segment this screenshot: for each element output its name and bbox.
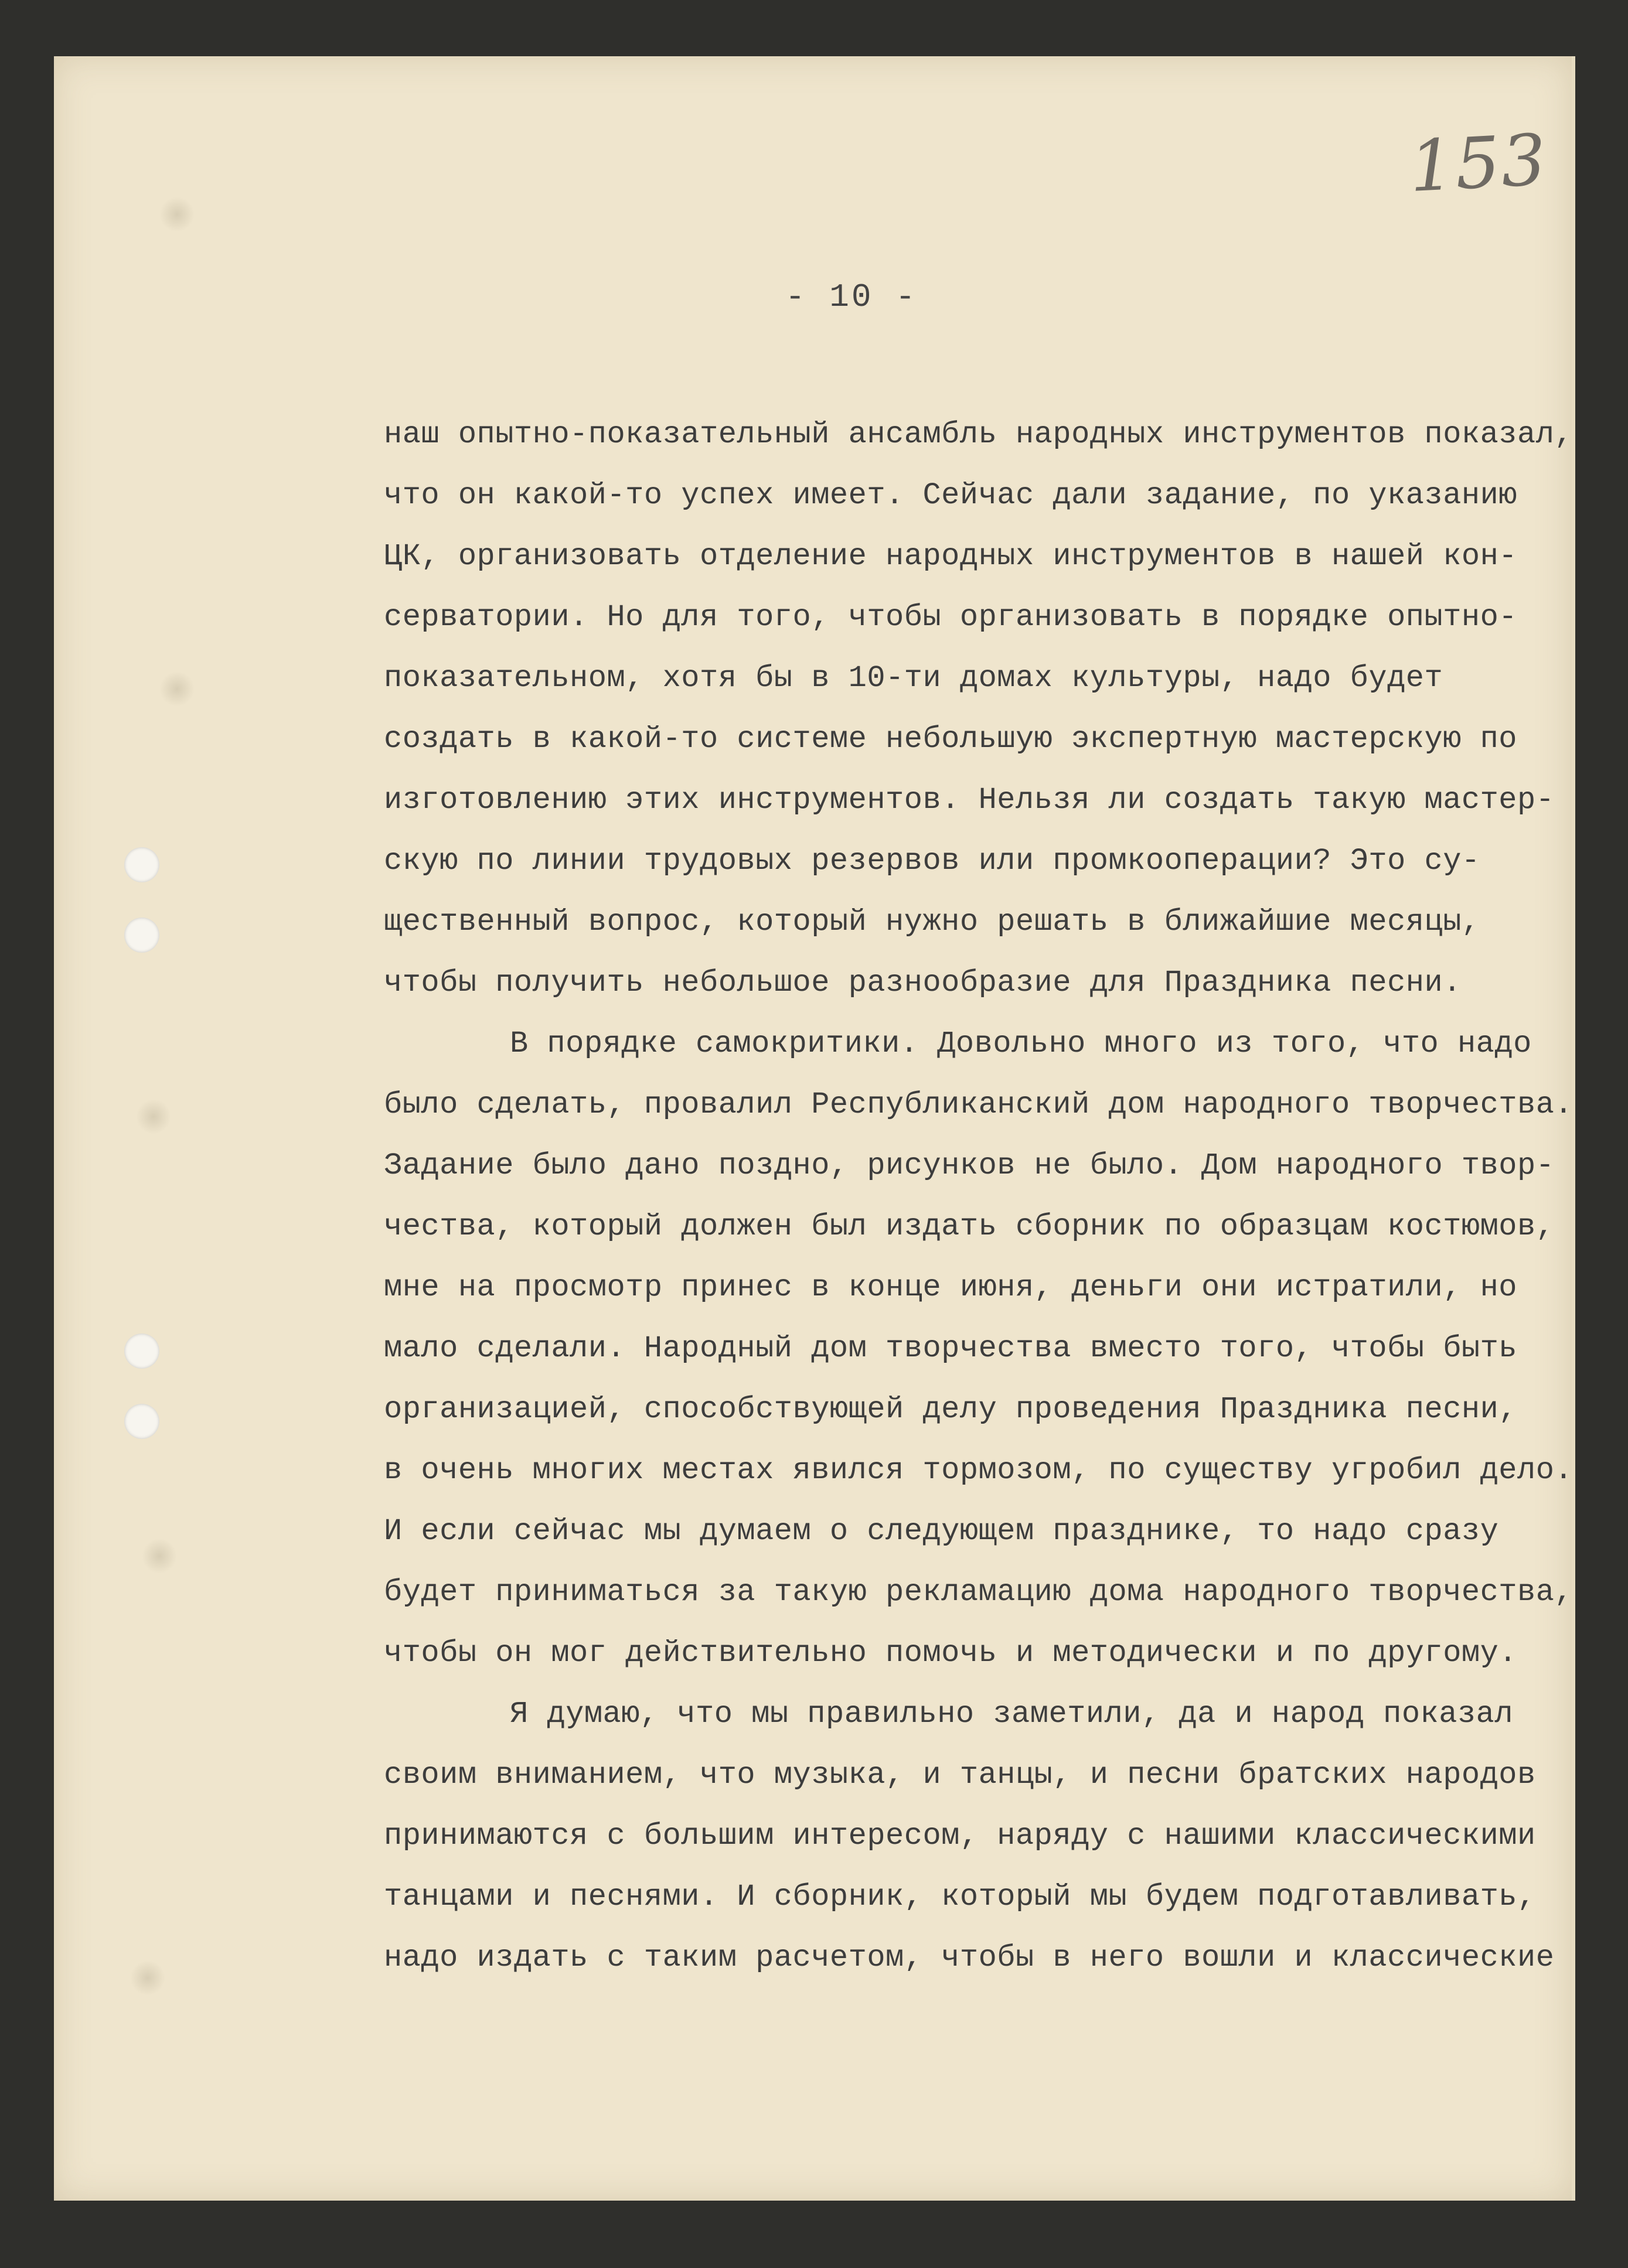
text-line: создать в какой-то системе небольшую экспертную мастерскую по <box>384 722 1518 756</box>
punch-hole <box>124 1333 159 1369</box>
paper-smudge <box>136 1099 171 1134</box>
text-line: изготовлению этих инструментов. Нельзя ли создать такую мастер- <box>384 783 1555 817</box>
text-line: показательном, хотя бы в 10-ти домах культуры, надо будет <box>384 661 1443 695</box>
text-line: будет приниматься за такую рекламацию дома народного творчества, <box>384 1575 1573 1609</box>
text-line: щественный вопрос, который нужно решать в ближайшие месяцы, <box>384 905 1480 939</box>
paragraph-start-line: Я думаю, что мы правильно заметили, да и народ показал <box>510 1697 1514 1731</box>
paper-smudge <box>130 1960 165 1996</box>
paper-smudge <box>159 197 195 232</box>
text-line: чтобы он мог действительно помочь и методически и по другому. <box>384 1636 1518 1670</box>
text-line: в очень многих местах явился тормозом, по существу угробил дело. <box>384 1453 1573 1488</box>
punch-hole <box>124 918 159 953</box>
text-line: было сделать, провалил Республиканский дом народного творчества. <box>384 1087 1573 1122</box>
text-line: танцами и песнями. И сборник, который мы будем подготавливать, <box>384 1880 1536 1914</box>
text-line: мало сделали. Народный дом творчества вместо того, чтобы быть <box>384 1331 1518 1366</box>
text-line: мне на просмотр принес в конце июня, деньги они истратили, но <box>384 1270 1518 1305</box>
punch-hole <box>124 1404 159 1439</box>
text-line: Задание было дано поздно, рисунков не было. Дом народного твор- <box>384 1148 1555 1183</box>
archive-folio-number: 153 <box>1407 119 1549 209</box>
text-line: что он какой-то успех имеет. Сейчас дали задание, по указанию <box>384 478 1518 513</box>
text-line: своим вниманием, что музыка, и танцы, и песни братских народов <box>384 1758 1536 1792</box>
text-line: организацией, способствующей делу проведения Праздника песни, <box>384 1392 1518 1427</box>
text-line: надо издать с таким расчетом, чтобы в него вошли и классические <box>384 1940 1555 1975</box>
paper-smudge <box>159 671 195 707</box>
text-line: серватории. Но для того, чтобы организовать в порядке опытно- <box>384 600 1518 635</box>
text-line: наш опытно-показательный ансамбль народных инструментов показал, <box>384 417 1573 452</box>
text-line: чтобы получить небольшое разнообразие для Праздника песни. <box>384 966 1462 1000</box>
text-line: И если сейчас мы думаем о следующем празднике, то надо сразу <box>384 1514 1499 1549</box>
paper-smudge <box>142 1539 177 1574</box>
text-line: скую по линии трудовых резервов или промкооперации? Это су- <box>384 844 1480 878</box>
text-line: чества, который должен был издать сборник по образцам костюмов, <box>384 1209 1555 1244</box>
paragraph-start-line: В порядке самокритики. Довольно много из того, что надо <box>510 1026 1532 1061</box>
text-line: принимаются с большим интересом, наряду с нашими классическими <box>384 1819 1536 1853</box>
body-text <box>384 404 1573 1989</box>
text-line: ЦК, организовать отделение народных инструментов в нашей кон- <box>384 539 1518 574</box>
page-number: - 10 - <box>785 278 918 316</box>
punch-hole <box>124 847 159 882</box>
